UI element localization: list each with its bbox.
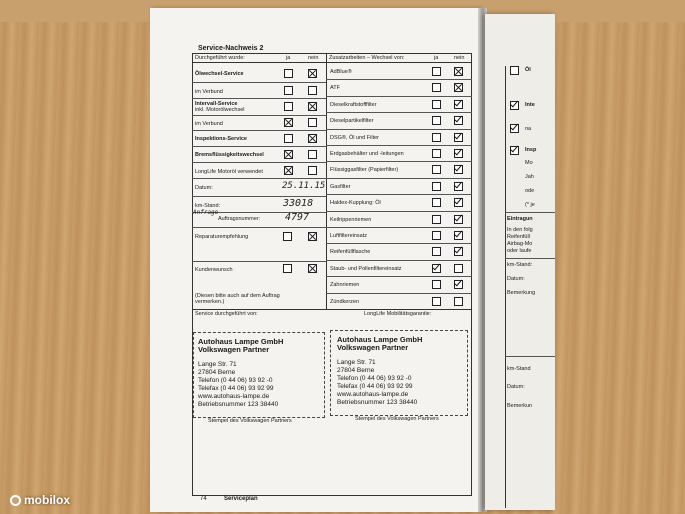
stamp-partner: Volkswagen Partner	[337, 343, 409, 352]
row-sublabel: inkl. Motorölwechsel	[195, 107, 245, 113]
row-divider	[192, 162, 326, 163]
auftrag-prefix: Anfrage	[193, 209, 219, 216]
nein-checkbox[interactable]	[308, 118, 317, 127]
right-page-label: oder laufe	[507, 248, 532, 254]
service-by-label: Service durchgeführt von:	[195, 311, 258, 317]
ja-checkbox[interactable]	[432, 215, 441, 224]
longlife-label: LongLife Mobilitätsgarantie:	[364, 311, 432, 317]
left-header-ja: ja	[286, 55, 291, 61]
right-page-label: Insp	[525, 147, 537, 153]
kundenwunsch-ja-checkbox[interactable]	[283, 264, 292, 273]
nein-checkbox[interactable]	[454, 231, 463, 240]
row-label: Zündkerzen	[330, 298, 360, 305]
nein-checkbox[interactable]	[454, 264, 463, 273]
nein-checkbox[interactable]	[454, 100, 463, 109]
bottom-divider	[192, 309, 472, 310]
ja-checkbox[interactable]	[432, 100, 441, 109]
right-page	[485, 14, 555, 510]
dealer-stamp-right-text	[337, 336, 422, 407]
mobilox-logo-icon	[10, 495, 21, 506]
right-page-label: na	[525, 126, 532, 132]
stamp-street: Lange Str. 71	[337, 359, 376, 366]
ja-checkbox[interactable]	[432, 247, 441, 256]
right-page-label: Öl	[525, 67, 531, 73]
stamp-phone: Telefon (0 44 06) 93 92 -0	[337, 375, 412, 382]
right-page-label: Airbag-Mo	[507, 241, 533, 247]
nein-checkbox[interactable]	[454, 133, 463, 142]
reparatur-nein-checkbox[interactable]	[308, 232, 317, 241]
auftrag-value[interactable]: 4797	[285, 212, 310, 223]
row-divider	[326, 161, 472, 162]
row-label: Staub- und Pollenfiltereinsatz	[330, 265, 402, 272]
section-name: Serviceplan	[224, 496, 258, 502]
row-divider	[192, 146, 326, 147]
row-label: Reifenfüllflasche	[330, 249, 371, 256]
page-title: Service-Nachweis 2	[198, 45, 264, 52]
right-header-label: Zusatzarbeiten – Wechsel von:	[329, 55, 405, 61]
row-label: Flüssiggasfilter (Papierfilter)	[330, 167, 399, 174]
right-page-label: (* je	[525, 202, 535, 208]
stamp-caption-right: Stempel des Volkswagen Partners	[355, 416, 439, 422]
right-page-label: Inte	[525, 102, 535, 108]
divider	[505, 258, 555, 259]
left-header-nein: nein	[308, 55, 319, 61]
ja-checkbox[interactable]	[432, 264, 441, 273]
stamp-street: Lange Str. 71	[198, 361, 237, 368]
row-divider	[192, 130, 326, 131]
page-number: 74	[200, 496, 207, 502]
nein-checkbox[interactable]	[454, 247, 463, 256]
ja-checkbox[interactable]	[432, 67, 441, 76]
row-label: im Verbund	[195, 121, 223, 127]
nein-checkbox[interactable]	[454, 198, 463, 207]
right-page-checkbox	[510, 101, 519, 110]
stamp-city: 27804 Berne	[198, 369, 236, 376]
nein-checkbox[interactable]	[454, 116, 463, 125]
datum-label: Datum:	[195, 185, 213, 191]
stamp-partner: Volkswagen Partner	[198, 345, 270, 354]
row-label: Inspektions-Service	[195, 136, 247, 142]
nein-checkbox[interactable]	[308, 86, 317, 95]
ja-checkbox[interactable]	[432, 231, 441, 240]
right-page-label: km-Stand	[507, 366, 531, 372]
ja-checkbox[interactable]	[284, 150, 293, 159]
right-page-label: Bemerkung	[507, 290, 536, 296]
right-header-ja: ja	[434, 55, 439, 61]
nein-checkbox[interactable]	[308, 150, 317, 159]
row-divider	[192, 98, 326, 99]
stamp-web: www.autohaus-lampe.de	[337, 391, 409, 398]
right-page-label: Datum:	[507, 276, 525, 282]
row-divider	[326, 129, 472, 130]
ja-checkbox[interactable]	[432, 182, 441, 191]
ja-checkbox[interactable]	[284, 69, 293, 78]
column-divider	[326, 53, 327, 309]
ja-checkbox[interactable]	[432, 116, 441, 125]
stamp-city: 27804 Berne	[337, 367, 375, 374]
row-divider	[192, 82, 326, 83]
right-page-label: km-Stand:	[507, 262, 533, 268]
stamp-phone: Telefon (0 44 06) 93 92 -0	[198, 377, 273, 384]
auftrag-note: (Diesen bitte auch auf dem Auftrag vermerken.)	[195, 293, 280, 305]
right-page-label: Reifenfüll	[507, 234, 530, 240]
row-divider	[326, 293, 472, 294]
kundenwunsch-label: Kundenwunsch	[195, 267, 233, 273]
km-label: km-Stand:	[195, 203, 221, 209]
ja-checkbox[interactable]	[432, 297, 441, 306]
header-divider	[192, 62, 472, 63]
right-page-checkbox	[510, 146, 519, 155]
left-header-label: Durchgeführt wurde:	[195, 55, 245, 61]
row-divider	[326, 79, 472, 80]
row-divider	[326, 211, 472, 212]
right-page-label: Mo	[525, 160, 533, 166]
right-page-label: Bemerkun	[507, 403, 533, 409]
ja-checkbox[interactable]	[284, 86, 293, 95]
row-divider	[192, 227, 326, 228]
ja-checkbox[interactable]	[432, 149, 441, 158]
row-label: Haldex-Kupplung: Öl	[330, 200, 381, 207]
row-divider	[326, 243, 472, 244]
auftrag-label: Auftragsnummer:	[218, 216, 261, 222]
row-divider	[326, 96, 472, 97]
right-page-checkbox	[510, 66, 519, 75]
nein-checkbox[interactable]	[454, 215, 463, 224]
right-page-label: Datum:	[507, 384, 525, 390]
row-divider	[326, 178, 472, 179]
dealer-stamp-left-text	[198, 338, 283, 409]
stamp-name: Autohaus Lampe GmbH	[337, 335, 423, 344]
row-divider	[192, 115, 326, 116]
right-page-label: Eintragun	[507, 216, 533, 222]
nein-checkbox[interactable]	[454, 182, 463, 191]
row-label: Gasfilter	[330, 183, 351, 190]
row-label: DSG®, Öl und Filter	[330, 134, 379, 141]
row-label: Ölwechsel-Service	[195, 71, 244, 77]
row-label: Keilrippenriemen	[330, 216, 372, 223]
row-label: Dieselpartikelfilter	[330, 118, 374, 125]
row-label: im Verbund	[195, 89, 223, 95]
nein-checkbox[interactable]	[454, 297, 463, 306]
watermark	[10, 493, 70, 507]
nein-checkbox[interactable]	[454, 280, 463, 289]
row-label: Bremsflüssigkeitswechsel	[195, 152, 264, 158]
ja-checkbox[interactable]	[432, 133, 441, 142]
right-page-label: Jah	[525, 174, 534, 180]
nein-checkbox[interactable]	[454, 165, 463, 174]
ja-checkbox[interactable]	[284, 134, 293, 143]
stamp-betrieb: Betriebsnummer 123 38440	[337, 399, 418, 406]
nein-checkbox[interactable]	[454, 83, 463, 92]
row-divider	[326, 145, 472, 146]
nein-checkbox[interactable]	[308, 166, 317, 175]
divider	[505, 356, 555, 357]
ja-checkbox[interactable]	[284, 118, 293, 127]
row-label: AdBlue®	[330, 69, 352, 75]
row-divider	[192, 261, 326, 262]
ja-checkbox[interactable]	[284, 102, 293, 111]
ja-checkbox[interactable]	[432, 83, 441, 92]
row-label: Erdgasbehälter und -leitungen	[330, 151, 404, 157]
nein-checkbox[interactable]	[308, 102, 317, 111]
ja-checkbox[interactable]	[284, 166, 293, 175]
right-page-label: ode	[525, 188, 535, 194]
stamp-betrieb: Betriebsnummer 123 38440	[198, 401, 279, 408]
nein-checkbox[interactable]	[308, 69, 317, 78]
ja-checkbox[interactable]	[432, 165, 441, 174]
row-label: Zahnriemen	[330, 282, 360, 289]
stamp-caption-left: Stempel des Volkswagen Partners	[208, 418, 292, 424]
row-divider	[192, 178, 326, 179]
km-value[interactable]: 33018	[283, 198, 314, 209]
stamp-name: Autohaus Lampe GmbH	[198, 337, 284, 346]
row-label: Intervall-Service	[195, 101, 238, 107]
right-header-nein: nein	[454, 55, 465, 61]
right-page-label: In den folg	[507, 227, 533, 233]
nein-checkbox[interactable]	[454, 149, 463, 158]
row-label: ATF	[330, 85, 340, 92]
ja-checkbox[interactable]	[432, 280, 441, 289]
ja-checkbox[interactable]	[432, 198, 441, 207]
stamp-fax: Telefax (0 44 06) 93 92 99	[198, 385, 274, 392]
nein-checkbox[interactable]	[454, 67, 463, 76]
row-divider	[326, 194, 472, 195]
reparatur-label: Reparaturempfehlung	[195, 234, 249, 240]
reparatur-ja-checkbox[interactable]	[283, 232, 292, 241]
row-divider	[326, 112, 472, 113]
row-divider	[326, 260, 472, 261]
row-label: LongLife Motoröl verwendet	[195, 169, 263, 175]
row-label: Dieselkraftstofffilter	[330, 101, 377, 108]
divider	[505, 212, 555, 213]
nein-checkbox[interactable]	[308, 134, 317, 143]
right-page-checkbox	[510, 124, 519, 133]
stamp-web: www.autohaus-lampe.de	[198, 393, 270, 400]
row-divider	[192, 196, 326, 197]
stamp-fax: Telefax (0 44 06) 93 92 99	[337, 383, 413, 390]
watermark-text: mobilox	[24, 493, 71, 507]
row-label: Luftfiltereinsatz	[330, 233, 367, 239]
datum-value[interactable]: 25.11.15	[282, 181, 326, 191]
kundenwunsch-nein-checkbox[interactable]	[308, 264, 317, 273]
row-divider	[326, 276, 472, 277]
row-divider	[326, 227, 472, 228]
